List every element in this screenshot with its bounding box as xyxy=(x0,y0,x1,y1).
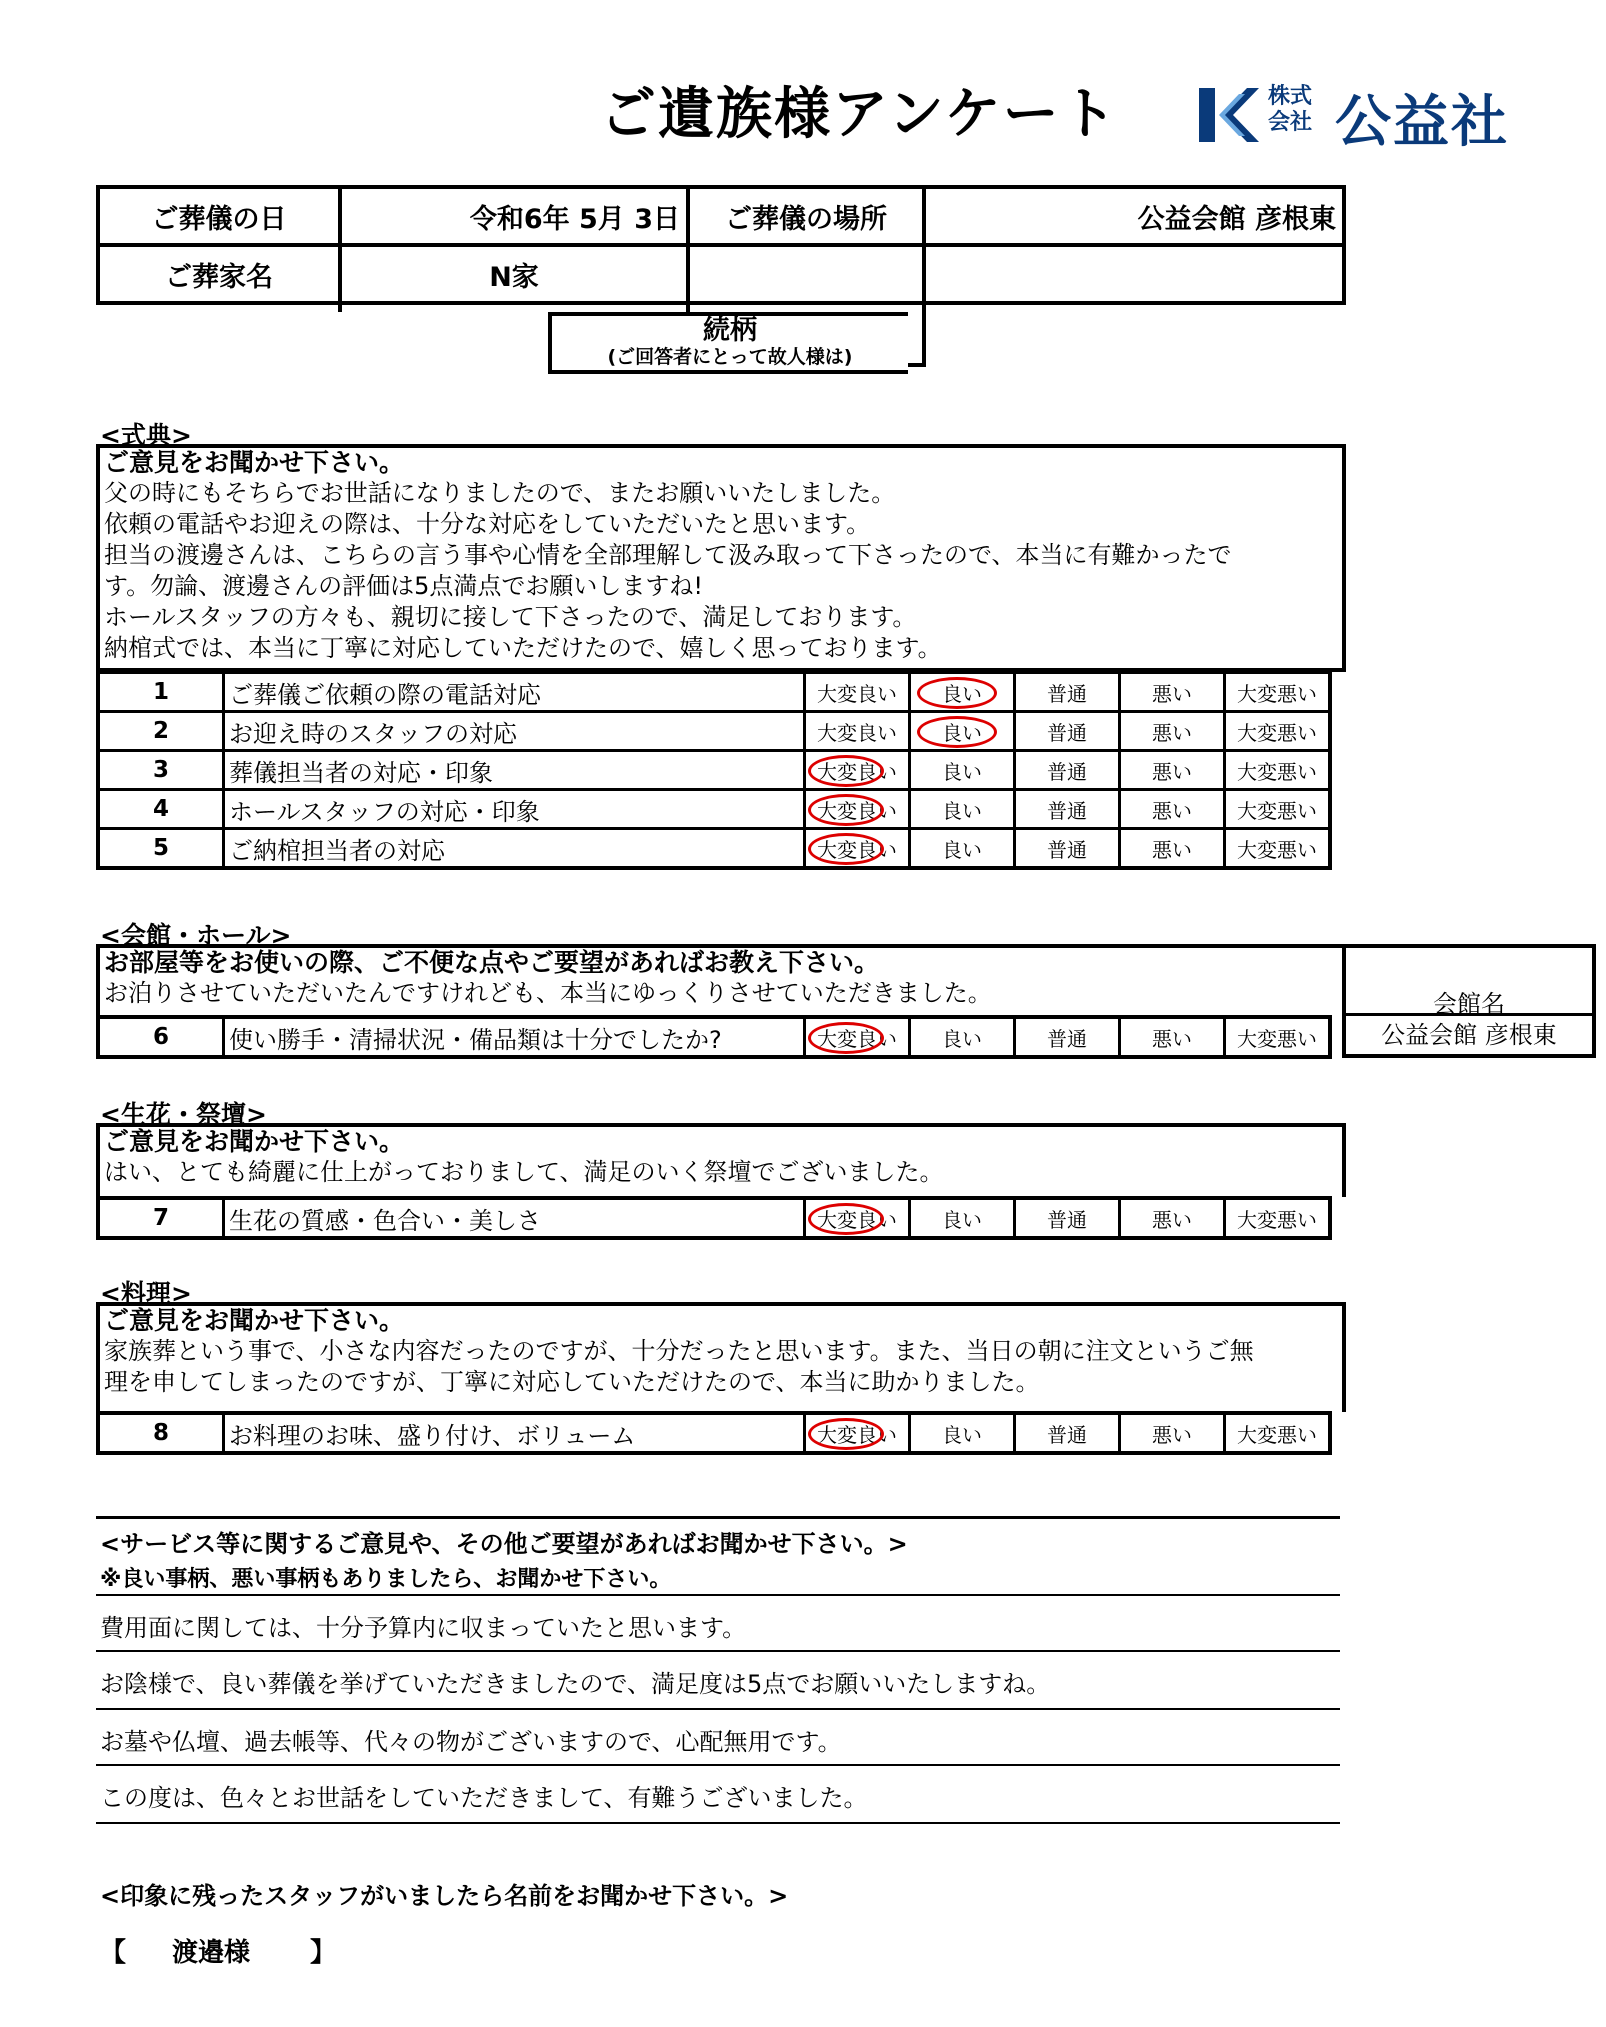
ceremony-comment-box xyxy=(96,444,1346,672)
rating-option[interactable]: 大変良い xyxy=(805,672,910,712)
rating-option[interactable]: 普通 xyxy=(1015,1017,1120,1057)
staff-bracket-close: 】 xyxy=(310,1938,337,1968)
rating-option[interactable]: 大変悪い xyxy=(1225,672,1331,712)
question-number: 6 xyxy=(98,1017,224,1057)
rating-option[interactable]: 大変良い xyxy=(805,751,910,790)
hall-prompt: お部屋等をお使いの際、ご不便な点やご要望があればお教え下さい。 xyxy=(104,948,880,977)
hall-name-box xyxy=(1342,944,1596,1058)
logo-name: 公益社 xyxy=(1335,90,1509,155)
rating-option[interactable]: 大変悪い xyxy=(1225,1198,1331,1238)
flowers-comment: はい、とても綺麗に仕上がっておりまして、満足のいく祭壇でございました。 xyxy=(104,1158,944,1186)
service-line: この度は、色々とお世話をしていただきまして、有難うございました。 xyxy=(100,1784,868,1812)
question-text: お料理のお味、盛り付け、ボリューム xyxy=(224,1413,805,1453)
rating-option[interactable]: 大変悪い xyxy=(1225,790,1331,829)
rating-option[interactable]: 大変悪い xyxy=(1225,1413,1331,1453)
rating-option[interactable]: 大変悪い xyxy=(1225,712,1331,751)
rating-option[interactable]: 普通 xyxy=(1015,1198,1120,1238)
selected-circle-mark xyxy=(808,833,884,865)
rating-option[interactable]: 大変悪い xyxy=(1225,751,1331,790)
family-label: ご葬家名 xyxy=(98,245,340,303)
rating-row xyxy=(98,1017,1330,1057)
divider xyxy=(96,1516,1340,1519)
flowers-comment-box xyxy=(96,1123,1346,1197)
rating-option[interactable]: 良い xyxy=(910,790,1015,829)
place-value: 公益会館 彦根東 xyxy=(924,187,1344,245)
service-line: 費用面に関しては、十分予算内に収まっていたと思います。 xyxy=(100,1614,747,1642)
rating-option[interactable]: 悪い xyxy=(1120,751,1225,790)
rating-option[interactable]: 良い xyxy=(910,1413,1015,1453)
rating-option[interactable]: 大変良い xyxy=(805,790,910,829)
place-label: ご葬儀の場所 xyxy=(688,187,924,245)
selected-circle-mark xyxy=(917,677,997,709)
flowers-rating-table xyxy=(96,1196,1332,1240)
rating-option[interactable]: 悪い xyxy=(1120,1198,1225,1238)
ceremony-rating-table xyxy=(96,670,1332,870)
rating-option[interactable]: 良い xyxy=(910,1198,1015,1238)
question-number: 8 xyxy=(98,1413,224,1453)
staff-name: 渡邉様 xyxy=(172,1938,251,1968)
question-text: ご納棺担当者の対応 xyxy=(224,829,805,869)
selected-circle-mark xyxy=(808,794,884,826)
divider xyxy=(96,1764,1340,1766)
service-line: お墓や仏壇、過去帳等、代々の物がございますので、心配無用です。 xyxy=(100,1728,842,1756)
rating-option[interactable]: 大変悪い xyxy=(1225,829,1331,869)
rating-option[interactable]: 普通 xyxy=(1015,672,1120,712)
empty-cell xyxy=(688,245,924,303)
rating-option[interactable]: 普通 xyxy=(1015,712,1120,751)
rating-option[interactable]: 良い xyxy=(910,712,1015,751)
question-number: 4 xyxy=(98,790,224,829)
hall-comment: お泊りさせていただいたんですけれども、本当にゆっくりさせていただきました。 xyxy=(104,979,992,1007)
rating-option[interactable]: 普通 xyxy=(1015,751,1120,790)
rating-option[interactable]: 悪い xyxy=(1120,1017,1225,1057)
question-text: 生花の質感・色合い・美しさ xyxy=(224,1198,805,1238)
question-text: ご葬儀ご依頼の際の電話対応 xyxy=(224,672,805,712)
family-value: N家 xyxy=(340,245,688,303)
rating-option[interactable]: 大変良い xyxy=(805,829,910,869)
date-label: ご葬儀の日 xyxy=(98,187,340,245)
ceremony-comment: 父の時にもそちらでお世話になりましたので、またお願いいたしました。 依頼の電話やお迎えの際は、十分な対応をしていただいたと思います。 担当の渡邊さんは、こちらの言う事や心情を全部理解して汲み取って下さったので、本当に有難かったで す。勿論、渡邊さんの評価は5点満点でお願いしますね! ホールスタッフの方々も、親切に接して下さったので、満足しております。 納棺式では、本当に丁寧に対応していただけたので、嬉しく思っております。 xyxy=(104,479,1232,662)
empty-cell xyxy=(924,245,1344,303)
rating-option[interactable]: 良い xyxy=(910,829,1015,869)
question-number: 1 xyxy=(98,672,224,712)
question-number: 5 xyxy=(98,829,224,869)
question-number: 2 xyxy=(98,712,224,751)
divider xyxy=(96,1594,1340,1596)
section-label-hall: <会館・ホール> xyxy=(100,921,292,950)
hall-rating-table xyxy=(96,1015,1332,1059)
ceremony-prompt: ご意見をお聞かせ下さい。 xyxy=(104,448,405,477)
service-line: お陰様で、良い葬儀を挙げていただきましたので、満足度は5点でお願いいたしますね。 xyxy=(100,1670,1051,1698)
rating-option[interactable]: 大変良い xyxy=(805,712,910,751)
relation-label-box: 続柄 (ご回答者にとって故人様は) xyxy=(548,312,908,374)
food-comment-box xyxy=(96,1302,1346,1412)
section-label-food: <料理> xyxy=(100,1279,192,1308)
logo-company-type: 株式 会社 xyxy=(1268,84,1313,135)
rating-option[interactable]: 悪い xyxy=(1120,1413,1225,1453)
rating-option[interactable]: 良い xyxy=(910,672,1015,712)
food-rating-table xyxy=(96,1411,1332,1455)
divider xyxy=(96,1822,1340,1824)
food-prompt: ご意見をお聞かせ下さい。 xyxy=(104,1306,405,1335)
rating-option[interactable]: 大変良い xyxy=(805,1413,910,1453)
divider xyxy=(96,1708,1340,1710)
rating-option[interactable]: 悪い xyxy=(1120,790,1225,829)
question-number: 3 xyxy=(98,751,224,790)
rating-row xyxy=(98,1198,1330,1238)
question-text: 使い勝手・清掃状況・備品類は十分でしたか? xyxy=(224,1017,805,1057)
service-label: <サービス等に関するご意見や、その他ご要望があればお聞かせ下さい。> xyxy=(100,1530,908,1558)
logo-mark-icon xyxy=(1195,84,1261,146)
hall-name-label: 会館名 xyxy=(1346,948,1592,1016)
hall-comment-box xyxy=(96,944,1346,1016)
rating-option[interactable]: 大変良い xyxy=(805,1198,910,1238)
rating-option[interactable]: 悪い xyxy=(1120,672,1225,712)
staff-label: <印象に残ったスタッフがいましたら名前をお聞かせ下さい。> xyxy=(100,1882,789,1910)
selected-circle-mark xyxy=(808,1203,884,1235)
question-text: 葬儀担当者の対応・印象 xyxy=(224,751,805,790)
rating-option[interactable]: 普通 xyxy=(1015,790,1120,829)
rating-row xyxy=(98,829,1330,869)
rating-row xyxy=(98,790,1330,829)
section-label-ceremony: <式典> xyxy=(100,421,192,450)
selected-circle-mark xyxy=(808,1418,884,1450)
question-number: 7 xyxy=(98,1198,224,1238)
rating-option[interactable]: 普通 xyxy=(1015,1413,1120,1453)
rating-row xyxy=(98,712,1330,751)
rating-row xyxy=(98,751,1330,790)
hall-name-value: 公益会館 彦根東 xyxy=(1381,1021,1557,1049)
selected-circle-mark xyxy=(808,1022,884,1054)
date-value: 令和6年 5月 3日 xyxy=(340,187,688,245)
rating-option[interactable]: 良い xyxy=(910,1017,1015,1057)
rating-option[interactable]: 良い xyxy=(910,751,1015,790)
section-label-flowers: <生花・祭壇> xyxy=(100,1100,267,1129)
page-title: ご遺族様アンケート xyxy=(600,82,1119,147)
rating-row xyxy=(98,672,1330,712)
question-text: お迎え時のスタッフの対応 xyxy=(224,712,805,751)
question-text: ホールスタッフの対応・印象 xyxy=(224,790,805,829)
flowers-prompt: ご意見をお聞かせ下さい。 xyxy=(104,1127,405,1156)
service-note: ※良い事柄、悪い事柄もありましたら、お聞かせ下さい。 xyxy=(100,1567,672,1592)
rating-option[interactable]: 大変悪い xyxy=(1225,1017,1331,1057)
selected-circle-mark xyxy=(917,716,997,748)
rating-option[interactable]: 悪い xyxy=(1120,829,1225,869)
divider xyxy=(96,1650,1340,1652)
header-blank xyxy=(96,312,548,382)
selected-circle-mark xyxy=(808,755,884,787)
rating-option[interactable]: 大変良い xyxy=(805,1017,910,1057)
staff-bracket-open: 【 xyxy=(100,1938,127,1968)
rating-row xyxy=(98,1413,1330,1453)
food-comment: 家族葬という事で、小さな内容だったのですが、十分だったと思います。また、当日の朝に注文というご無 理を申してしまったのですが、丁寧に対応していただけたので、本当に助かりました。 xyxy=(104,1337,1254,1396)
rating-option[interactable]: 悪い xyxy=(1120,712,1225,751)
rating-option[interactable]: 普通 xyxy=(1015,829,1120,869)
